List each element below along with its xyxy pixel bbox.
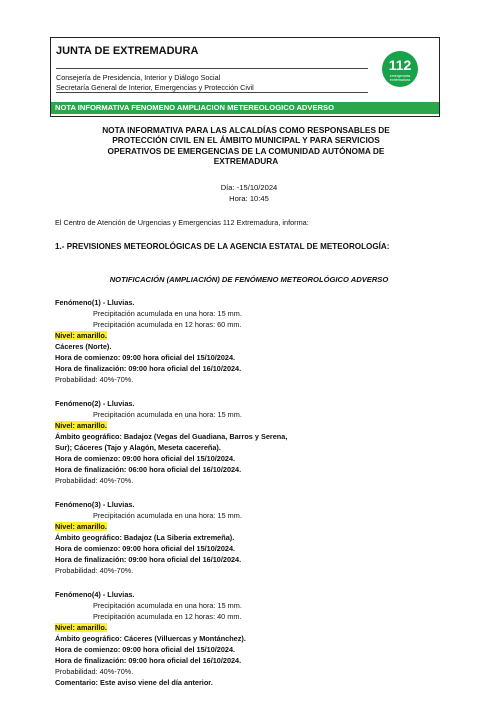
notice-banner: NOTA INFORMATIVA FENOMENO AMPLIACION METEREOLOGICO ADVERSO (51, 102, 439, 114)
header-divider (56, 68, 368, 69)
alert-level-highlight: Nivel: amarillo. (55, 421, 107, 430)
probability: Probabilidad: 40%-70%. (55, 375, 134, 384)
issue-time: Hora: 10:45 (229, 194, 269, 203)
title-line: OPERATIVOS DE EMERGENCIAS DE LA COMUNIDAD AUTÓNOMA DE (107, 145, 385, 156)
phenomenon-detail: Precipitación acumulada en 12 horas: 40 mm. (93, 612, 242, 621)
organization-name: JUNTA DE EXTREMADURA (56, 45, 199, 57)
geographic-area: Ámbito geográfico: Badajoz (La Siberia extremeña). (55, 533, 235, 542)
probability: Probabilidad: 40%-70%. (55, 566, 134, 575)
phenomenon-title: Fenómeno(4) - Lluvias. (55, 590, 135, 599)
alert-level-highlight: Nivel: amarillo. (55, 331, 107, 340)
geographic-area: Ámbito geográfico: Badajoz (Vegas del Guadiana, Barros y Serena, (55, 432, 288, 441)
alert-level (55, 623, 107, 632)
end-time: Hora de finalización: 06:00 hora oficial del 16/10/2024. (55, 465, 242, 474)
start-time: Hora de comienzo: 09:00 hora oficial del 15/10/2024. (55, 544, 236, 553)
title-line: NOTA INFORMATIVA PARA LAS ALCALDÍAS COMO RESPONSABLES DE (102, 125, 390, 135)
geographic-area: Ámbito geográfico: Cáceres (Villuercas y Montánchez). (55, 634, 246, 643)
emergency-112-logo (382, 51, 418, 87)
letterhead (50, 37, 440, 117)
phenomenon-detail: Precipitación acumulada en una hora: 15 mm. (93, 309, 242, 318)
end-time: Hora de finalización: 09:00 hora oficial del 16/10/2024. (55, 656, 242, 665)
notification-heading: NOTIFICACIÓN (AMPLIACIÓN) DE FENÓMENO METEOROLÓGICO ADVERSO (109, 275, 389, 284)
alert-level (55, 522, 107, 531)
start-time: Hora de comienzo: 09:00 hora oficial del 15/10/2024. (55, 645, 236, 654)
intro-text: El Centro de Atención de Urgencias y Emergencias 112 Extremadura, informa: (55, 218, 309, 227)
phenomenon-detail: Precipitación acumulada en 12 horas: 60 mm. (93, 320, 242, 329)
alert-level (55, 421, 107, 430)
title-line: PROTECCIÓN CIVIL EN EL ÁMBITO MUNICIPAL Y PARA SERVICIOS (112, 135, 380, 146)
logo-text-line1: emergencias (389, 74, 411, 78)
phenomenon-title: Fenómeno(3) - Lluvias. (55, 500, 135, 509)
title-line: EXTREMADURA (213, 156, 279, 167)
secretariat-name: Secretaría General de Interior, Emergencias y Protección Civil (56, 83, 254, 92)
alert-level-highlight: Nivel: amarillo. (55, 522, 107, 531)
phenomenon-title: Fenómeno(2) - Lluvias. (55, 399, 135, 408)
phenomenon-detail: Precipitación acumulada en una hora: 15 mm. (93, 410, 242, 419)
geographic-area: Sur); Cáceres (Tajo y Alagón, Meseta cacereña). (55, 443, 221, 452)
logo-text-line2: extremadura (389, 78, 411, 82)
start-time: Hora de comienzo: 09:00 hora oficial del 15/10/2024. (55, 353, 236, 362)
department-name: Consejería de Presidencia, Interior y Diálogo Social (56, 73, 221, 82)
section-title: 1.- PREVISIONES METEOROLÓGICAS DE LA AGENCIA ESTATAL DE METEOROLOGÍA: (55, 242, 390, 251)
geographic-area: Cáceres (Norte). (55, 342, 112, 351)
comment: Comentario: Este aviso viene del día anterior. (55, 678, 213, 687)
header-divider (56, 92, 368, 93)
alert-level (55, 331, 107, 340)
phenomenon-detail: Precipitación acumulada en una hora: 15 mm. (93, 601, 242, 610)
probability: Probabilidad: 40%-70%. (55, 476, 134, 485)
phenomenon-title: Fenómeno(1) - Lluvias. (55, 298, 135, 307)
document-title (60, 125, 432, 167)
issue-date: Día: -15/10/2024 (220, 183, 278, 192)
logo-number: 112 (388, 57, 412, 73)
end-time: Hora de finalización: 09:00 hora oficial del 16/10/2024. (55, 555, 242, 564)
end-time: Hora de finalización: 09:00 hora oficial del 16/10/2024. (55, 364, 242, 373)
alert-level-highlight: Nivel: amarillo. (55, 623, 107, 632)
start-time: Hora de comienzo: 09:00 hora oficial del 15/10/2024. (55, 454, 236, 463)
probability: Probabilidad: 40%-70%. (55, 667, 134, 676)
phenomenon-detail: Precipitación acumulada en una hora: 15 mm. (93, 511, 242, 520)
